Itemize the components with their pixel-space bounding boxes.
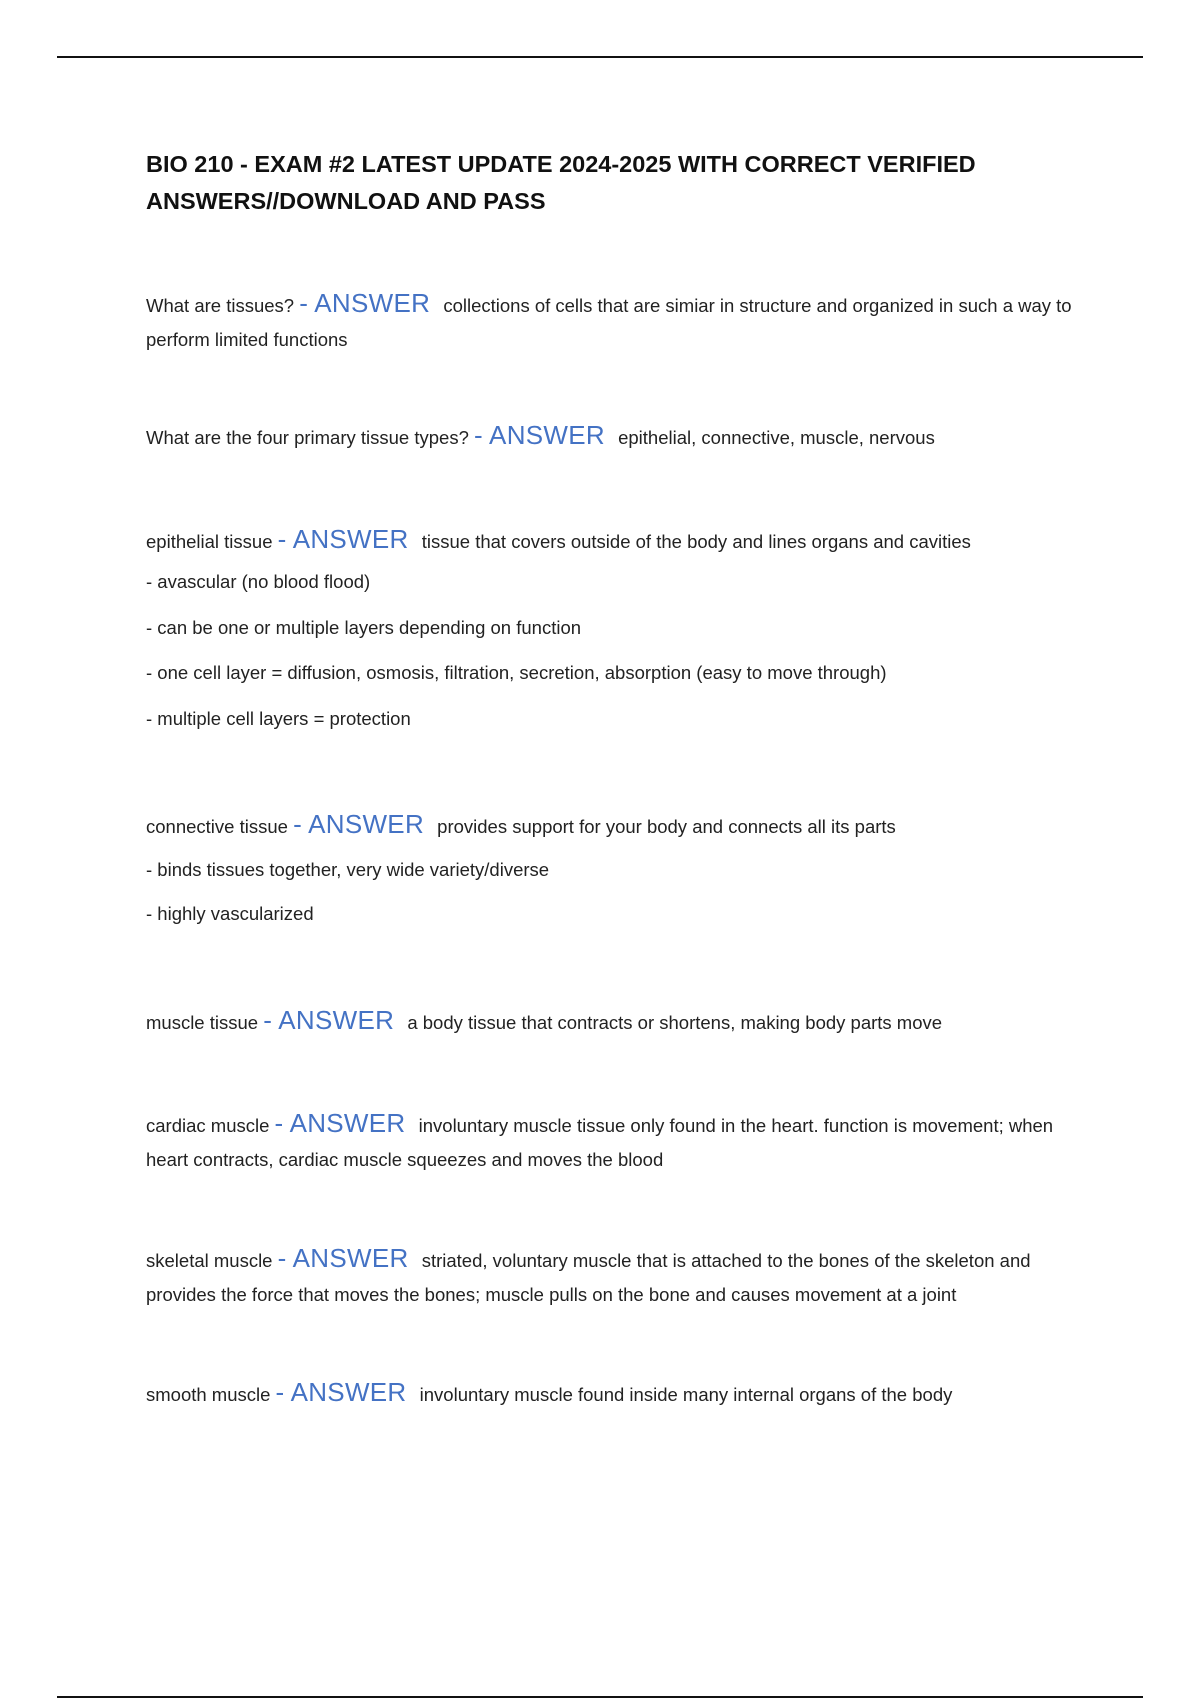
detail-item: - multiple cell layers = protection	[146, 708, 411, 729]
answer-marker: - ANSWER	[275, 1377, 407, 1407]
answer-marker: - ANSWER	[299, 288, 431, 318]
question-term: skeletal muscle	[146, 1250, 278, 1271]
question-term: connective tissue	[146, 816, 294, 837]
question-term: cardiac muscle	[146, 1115, 275, 1136]
qa-entry-muscle-tissue	[146, 1003, 1096, 1040]
answer-text: striated, voluntary muscle that is attached to the bones of the skeleton and provides the force that moves the bones; muscle pulls on the bone and causes movement at a joint	[146, 1250, 1031, 1305]
qa-entry-tissues	[146, 286, 1096, 357]
question-term: What are tissues?	[146, 295, 300, 316]
answer-text: tissue that covers outside of the body and lines organs and cavities	[421, 531, 971, 552]
qa-line	[146, 1241, 1096, 1312]
qa-line	[146, 807, 1096, 844]
qa-entry-smooth-muscle	[146, 1375, 1096, 1412]
qa-entry-connective	[146, 807, 1096, 926]
detail-item: - one cell layer = diffusion, osmosis, filtration, secretion, absorption (easy to move through)	[146, 662, 887, 683]
qa-entry-skeletal-muscle	[146, 1241, 1096, 1312]
question-term: muscle tissue	[146, 1012, 264, 1033]
answer-text: collections of cells that are simiar in structure and organized in such a way to perform limited functions	[146, 295, 1072, 350]
detail-item: - highly vascularized	[146, 903, 314, 924]
detail-list	[146, 858, 1096, 926]
qa-entry-epithelial	[146, 522, 1096, 731]
qa-line	[146, 522, 1096, 559]
question-term: smooth muscle	[146, 1384, 276, 1405]
answer-text: involuntary muscle found inside many internal organs of the body	[419, 1384, 953, 1405]
qa-entry-cardiac-muscle	[146, 1106, 1096, 1177]
qa-line	[146, 418, 1096, 455]
detail-item: - binds tissues together, very wide variety/diverse	[146, 859, 550, 880]
qa-entry-four-tissue-types	[146, 418, 1096, 455]
answer-marker: - ANSWER	[274, 1108, 406, 1138]
question-term: What are the four primary tissue types?	[146, 427, 474, 448]
qa-line	[146, 1375, 1096, 1412]
bottom-rule	[57, 1696, 1143, 1698]
answer-text: provides support for your body and connects all its parts	[437, 816, 896, 837]
answer-text: epithelial, connective, muscle, nervous	[618, 427, 935, 448]
detail-list	[146, 570, 1096, 731]
answer-text: involuntary muscle tissue only found in the heart. function is movement; when heart contracts, cardiac muscle squeezes and moves the blood	[146, 1115, 1054, 1170]
document-title: BIO 210 - EXAM #2 LATEST UPDATE 2024-2025 WITH CORRECT VERIFIED ANSWERS//DOWNLOAD AND PASS	[146, 151, 976, 214]
qa-line	[146, 1003, 1096, 1040]
answer-marker: - ANSWER	[474, 420, 605, 450]
qa-line	[146, 286, 1096, 357]
answer-text: a body tissue that contracts or shortens, making body parts move	[407, 1012, 943, 1033]
detail-item: - avascular (no blood flood)	[146, 571, 371, 592]
answer-marker: - ANSWER	[293, 809, 425, 839]
top-rule	[57, 56, 1143, 58]
answer-marker: - ANSWER	[263, 1005, 395, 1035]
question-term: epithelial tissue	[146, 531, 278, 552]
answer-marker: - ANSWER	[277, 1243, 409, 1273]
detail-item: - can be one or multiple layers depending on function	[146, 617, 582, 638]
qa-line	[146, 1106, 1096, 1177]
answer-marker: - ANSWER	[277, 524, 409, 554]
